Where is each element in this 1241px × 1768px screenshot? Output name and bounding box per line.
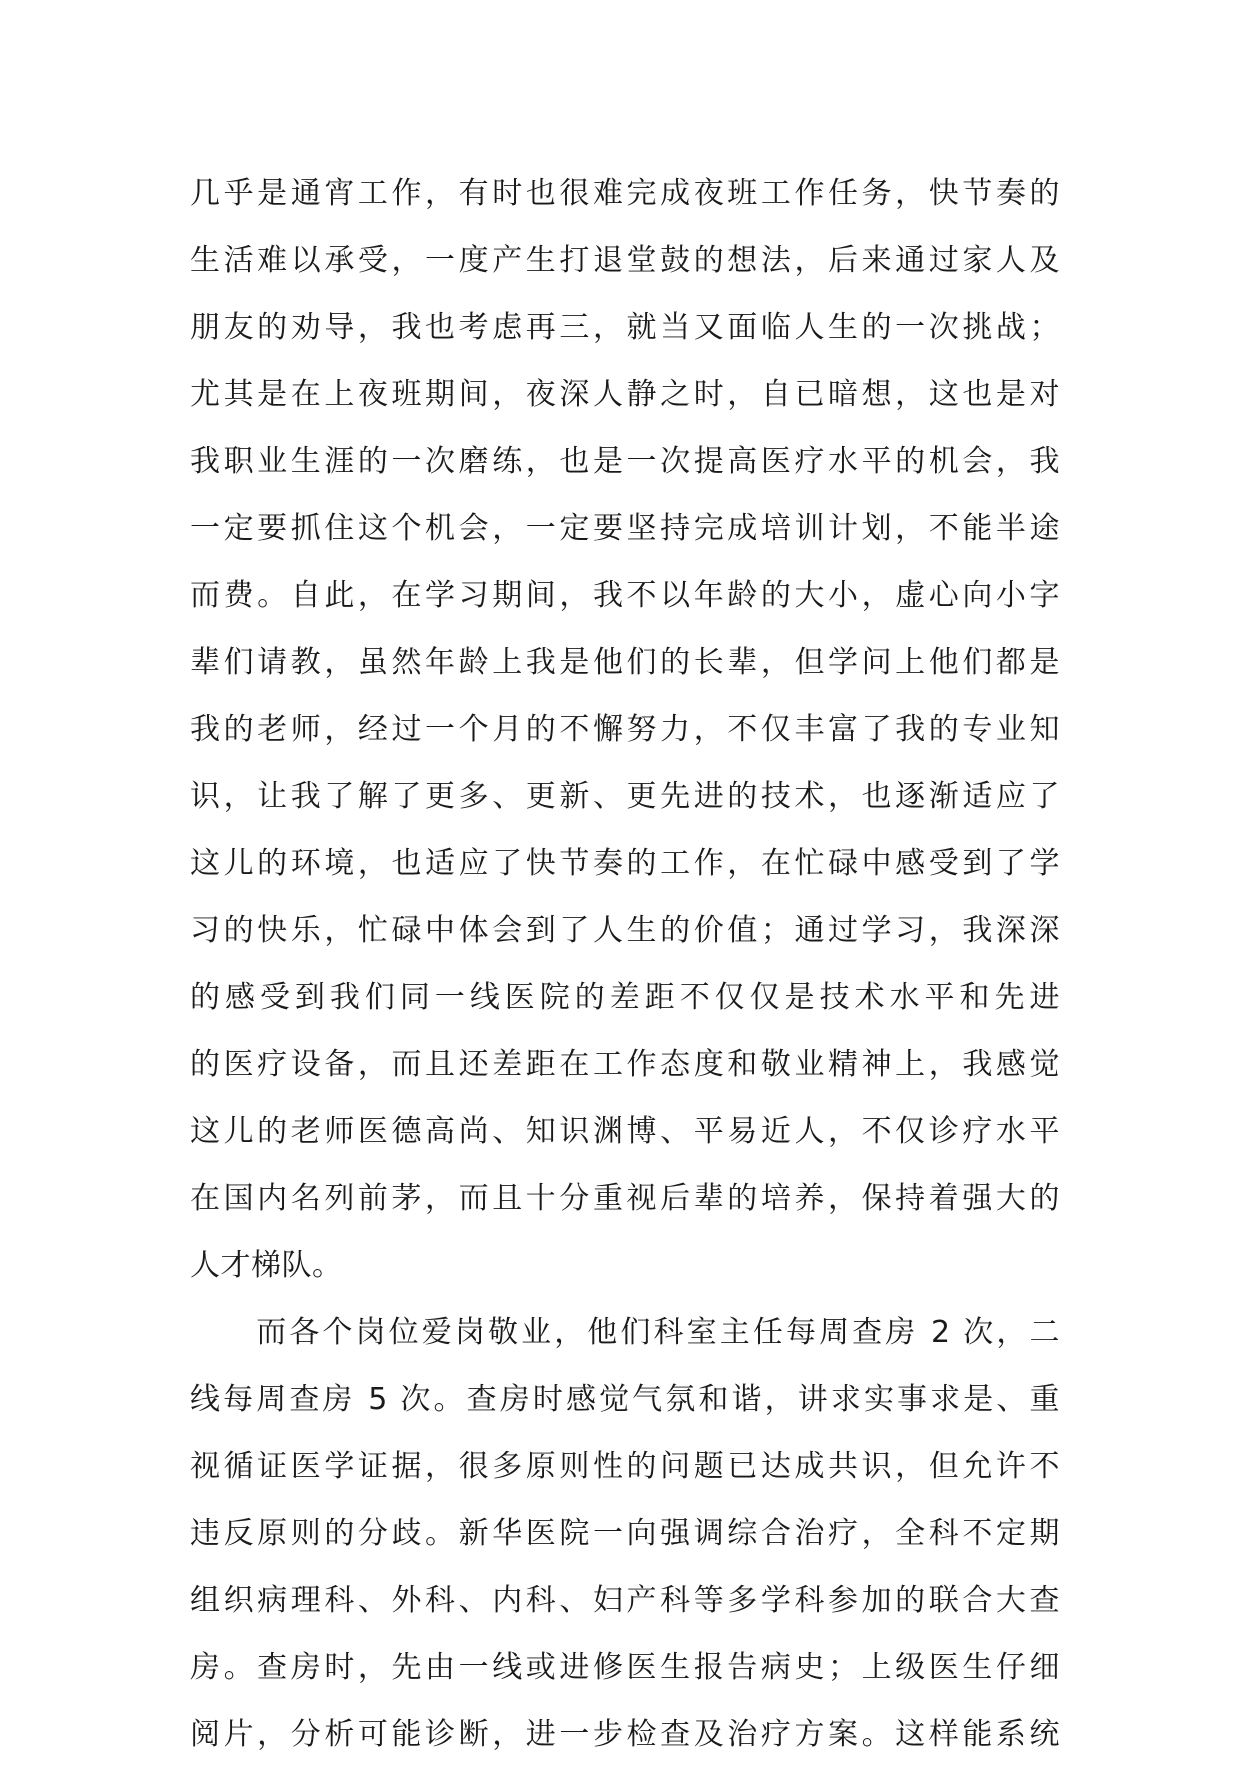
text-line: 而费。自此，在学习期间，我不以年龄的大小，虚心向小字 [190,578,1060,613]
text-line: 我的老师，经过一个月的不懈努力，不仅丰富了我的专业知 [190,712,1060,747]
text-line: 尤其是在上夜班期间，夜深人静之时，自已暗想，这也是对 [190,377,1060,412]
text-line: 一定要抓住这个机会，一定要坚持完成培训计划，不能半途 [190,511,1060,546]
text-line: 阅片，分析可能诊断，进一步检查及治疗方案。这样能系统 [190,1717,1060,1752]
text-line: 组织病理科、外科、内科、妇产科等多学科参加的联合大查 [190,1583,1060,1618]
text-line: 线每周查房 5 次。查房时感觉气氛和谐，讲求实事求是、重 [190,1382,1060,1417]
text-line: 这儿的环境，也适应了快节奏的工作，在忙碌中感受到了学 [190,846,1060,881]
text-line: 违反原则的分歧。新华医院一向强调综合治疗，全科不定期 [190,1516,1060,1551]
text-line: 的感受到我们同一线医院的差距不仅仅是技术水平和先进 [190,980,1060,1015]
body-text [190,160,1060,1768]
text-line: 辈们请教，虽然年龄上我是他们的长辈，但学问上他们都是 [190,645,1060,680]
text-line: 视循证医学证据，很多原则性的问题已达成共识，但允许不 [190,1449,1060,1484]
text-line: 这儿的老师医德高尚、知识渊博、平易近人，不仅诊疗水平 [190,1114,1060,1149]
text-line: 人才梯队。 [190,1248,343,1283]
text-line: 的医疗设备，而且还差距在工作态度和敬业精神上，我感觉 [190,1047,1060,1082]
text-line: 生活难以承受，一度产生打退堂鼓的想法，后来通过家人及 [190,243,1060,278]
paragraph-start-line: 而各个岗位爱岗敬业，他们科室主任每周查房 2 次，二 [190,1315,1060,1350]
text-line: 几乎是通宵工作，有时也很难完成夜班工作任务，快节奏的 [190,176,1060,211]
text-line: 习的快乐，忙碌中体会到了人生的价值；通过学习，我深深 [190,913,1060,948]
text-line: 朋友的劝导，我也考虑再三，就当又面临人生的一次挑战； [190,310,1060,345]
text-line: 房。查房时，先由一线或进修医生报告病史；上级医生仔细 [190,1650,1060,1685]
text-line: 识，让我了解了更多、更新、更先进的技术，也逐渐适应了 [190,779,1060,814]
text-line: 我职业生涯的一次磨练，也是一次提高医疗水平的机会，我 [190,444,1060,479]
text-line: 在国内名列前茅，而且十分重视后辈的培养，保持着强大的 [190,1181,1060,1216]
